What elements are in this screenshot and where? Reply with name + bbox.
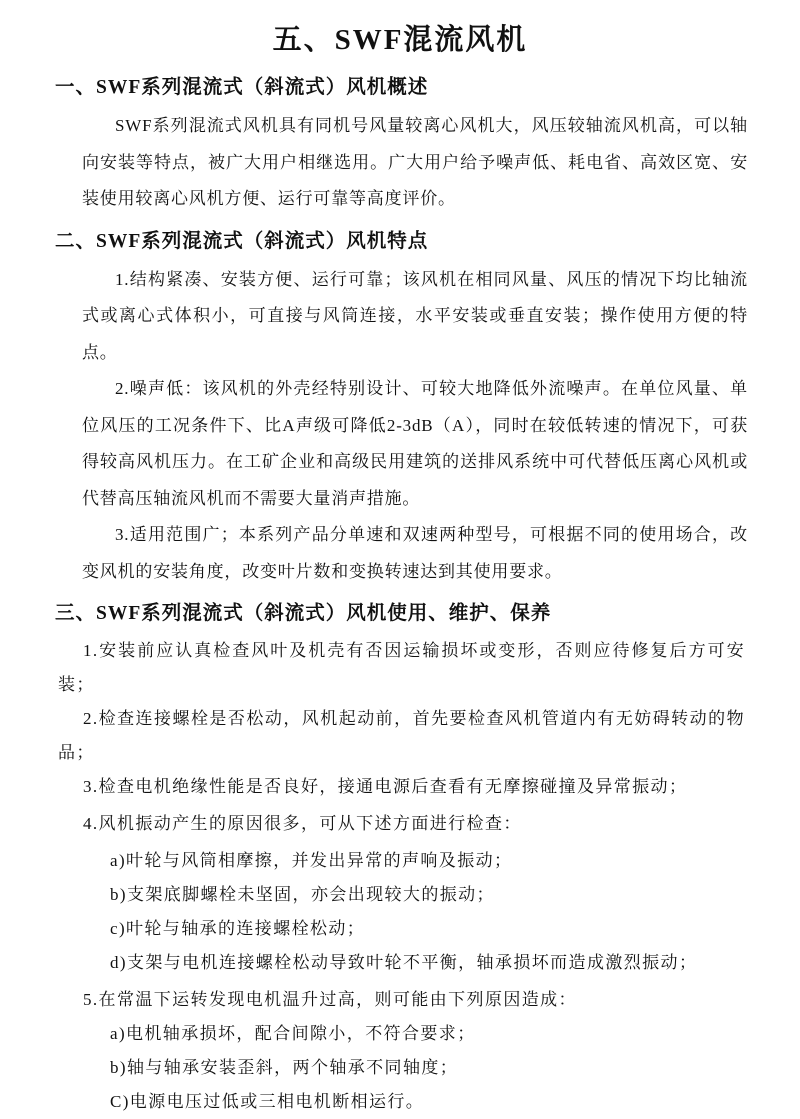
paragraph-overview: SWF系列混流式风机具有同机号风量较离心风机大，风压较轴流风机高，可以轴向安装等特点，被广大用户相继选用。广大用户给予噪声低、耗电省、高效区宽、安装使用较离心风机方便、运行可靠等高度评价。 xyxy=(82,116,748,208)
document-title: 五、SWF混流风机 xyxy=(272,24,528,56)
list-item-5c: C)电源电压过低或三相电机断相运行。 xyxy=(110,1092,425,1111)
paragraph-feature-3: 3.适用范围广；本系列产品分单速和双速两种型号，可根据不同的使用场合，改变风机的安装角度，改变叶片数和变换转速达到其使用要求。 xyxy=(82,525,748,581)
list-item-4a: a)叶轮与风筒相摩擦，并发出异常的声响及振动； xyxy=(110,851,513,870)
list-item-3: 3.检查电机绝缘性能是否良好，接通电源后查看有无摩擦碰撞及异常振动； xyxy=(83,777,688,796)
section-heading-maintenance: 三、SWF系列混流式（斜流式）风机使用、维护、保养 xyxy=(55,603,552,624)
list-item-5b: b)轴与轴承安装歪斜，两个轴承不同轴度； xyxy=(110,1058,459,1077)
list-item-4d: d)支架与电机连接螺栓松动导致叶轮不平衡，轴承损坏而造成激烈振动； xyxy=(110,953,698,972)
list-item-4b: b)支架底脚螺栓未坚固，亦会出现较大的振动； xyxy=(110,885,495,904)
paragraph-feature-2: 2.噪声低：该风机的外壳经特别设计、可较大地降低外流噪声。在单位风量、单位风压的工况条件下、比A声级可降低2-3dB（A），同时在较低转速的情况下，可获得较高风机压力。在工矿企业和高级民用建筑的送排风系统中可代替低压离心风机或代替高压轴流风机而不需要大量消声措施。 xyxy=(82,379,748,508)
list-item-4: 4.风机振动产生的原因很多，可从下述方面进行检查： xyxy=(83,814,522,833)
section-heading-overview: 一、SWF系列混流式（斜流式）风机概述 xyxy=(55,77,429,98)
maintenance-list xyxy=(58,634,745,1119)
list-item-1: 1.安装前应认真检查风叶及机壳有否因运输损坏或变形，否则应待修复后方可安装； xyxy=(58,641,745,694)
list-item-4c: c)叶轮与轴承的连接螺栓松动； xyxy=(110,919,366,938)
list-item-5: 5.在常温下运转发现电机温升过高，则可能由下列原因造成： xyxy=(83,990,577,1009)
list-item-2: 2.检查连接螺栓是否松动，风机起动前，首先要检查风机管道内有无妨碍转动的物品； xyxy=(58,709,745,762)
paragraph-feature-1: 1.结构紧凑、安装方便、运行可靠；该风机在相同风量、风压的情况下均比轴流式或离心式体积小，可直接与风筒连接，水平安装或垂直安装；操作使用方便的特点。 xyxy=(82,269,748,362)
section-heading-features: 二、SWF系列混流式（斜流式）风机特点 xyxy=(55,230,429,252)
list-item-5a: a)电机轴承损坏，配合间隙小，不符合要求； xyxy=(110,1024,476,1043)
